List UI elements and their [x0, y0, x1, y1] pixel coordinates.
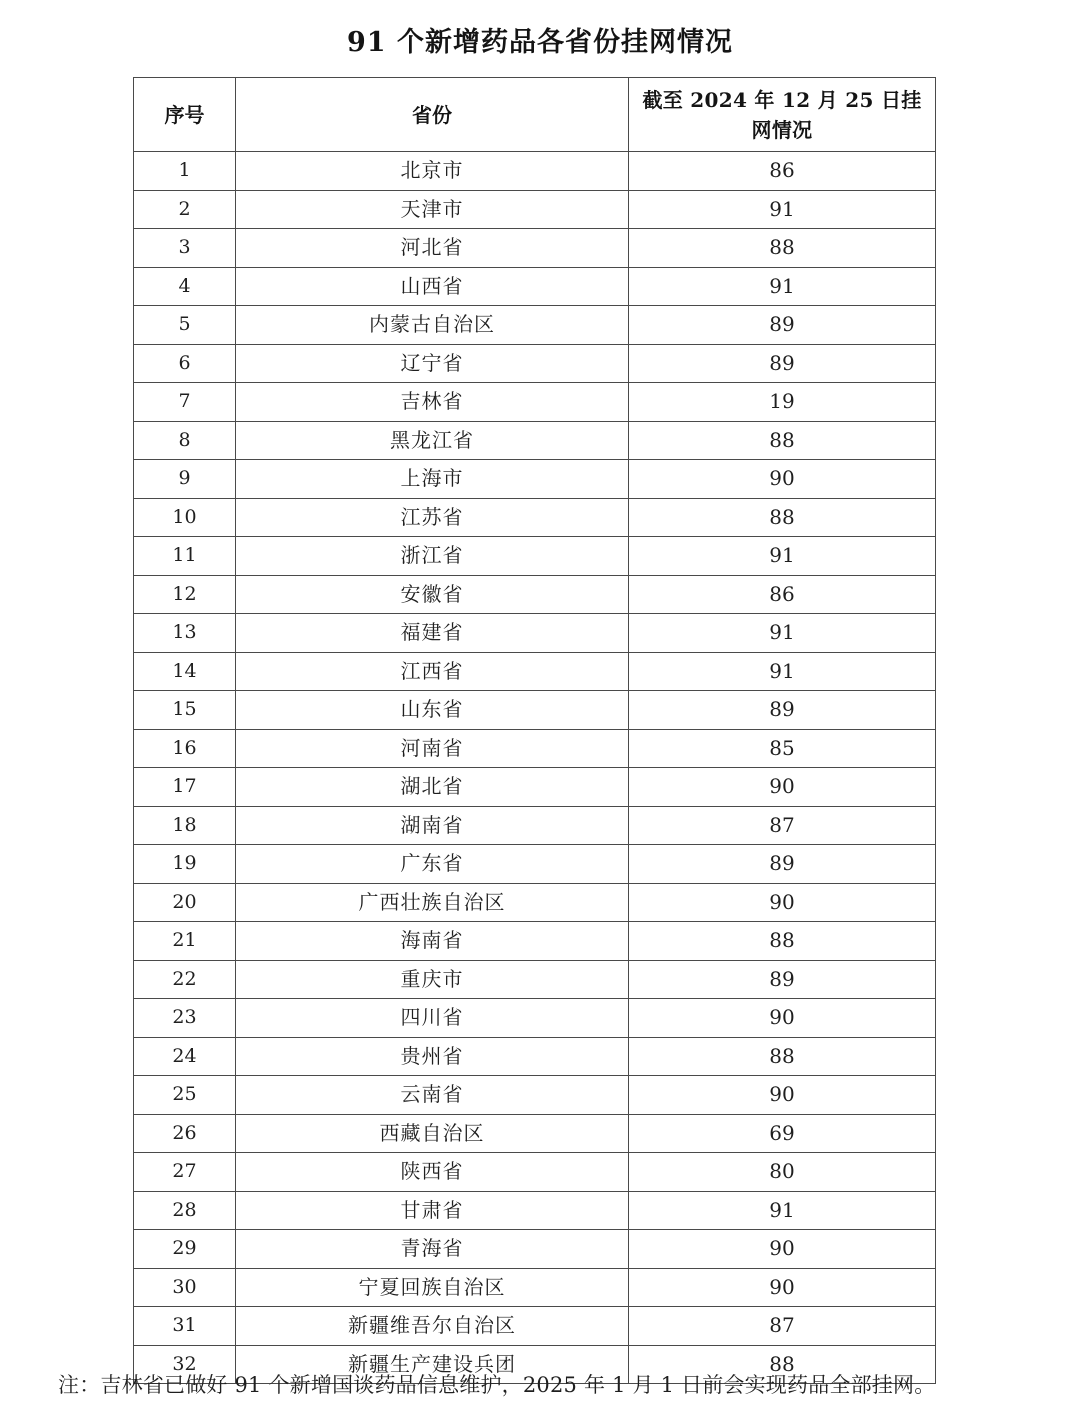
- cell-province: 新疆生产建设兵团: [236, 1345, 629, 1384]
- cell-status: 90: [629, 999, 936, 1038]
- cell-status: 90: [629, 1268, 936, 1307]
- cell-status: 89: [629, 344, 936, 383]
- cell-status: 90: [629, 768, 936, 807]
- cell-province: 重庆市: [236, 960, 629, 999]
- cell-status: 91: [629, 537, 936, 576]
- cell-index: 13: [134, 614, 236, 653]
- cell-province: 广东省: [236, 845, 629, 884]
- cell-index: 18: [134, 806, 236, 845]
- cell-province: 山东省: [236, 691, 629, 730]
- table-row: [134, 421, 936, 460]
- cell-status: 88: [629, 421, 936, 460]
- cell-index: 4: [134, 267, 236, 306]
- cell-province: 黑龙江省: [236, 421, 629, 460]
- cell-status: 89: [629, 306, 936, 345]
- cell-status: 91: [629, 1191, 936, 1230]
- cell-status: 87: [629, 1307, 936, 1346]
- cell-province: 海南省: [236, 922, 629, 961]
- cell-province: 新疆维吾尔自治区: [236, 1307, 629, 1346]
- cell-province: 广西壮族自治区: [236, 883, 629, 922]
- cell-index: 28: [134, 1191, 236, 1230]
- table-row: [134, 768, 936, 807]
- cell-province: 贵州省: [236, 1037, 629, 1076]
- cell-province: 四川省: [236, 999, 629, 1038]
- cell-province: 河南省: [236, 729, 629, 768]
- table-row: [134, 498, 936, 537]
- cell-index: 5: [134, 306, 236, 345]
- table-row: [134, 229, 936, 268]
- cell-index: 20: [134, 883, 236, 922]
- table-row: [134, 883, 936, 922]
- footnote: 注：吉林省已做好 91 个新增国谈药品信息维护，2025 年 1 月 1 日前会实现药品全部挂网。: [58, 1373, 936, 1397]
- cell-status: 85: [629, 729, 936, 768]
- cell-status: 88: [629, 1345, 936, 1384]
- table-row: [134, 691, 936, 730]
- cell-index: 6: [134, 344, 236, 383]
- table-row: [134, 460, 936, 499]
- cell-index: 3: [134, 229, 236, 268]
- table-row: [134, 614, 936, 653]
- table-row: [134, 845, 936, 884]
- cell-index: 16: [134, 729, 236, 768]
- table-row: [134, 1268, 936, 1307]
- cell-index: 11: [134, 537, 236, 576]
- cell-province: 江西省: [236, 652, 629, 691]
- cell-index: 32: [134, 1345, 236, 1384]
- table-row: [134, 344, 936, 383]
- cell-province: 福建省: [236, 614, 629, 653]
- cell-province: 浙江省: [236, 537, 629, 576]
- cell-province: 青海省: [236, 1230, 629, 1269]
- cell-status: 80: [629, 1153, 936, 1192]
- cell-province: 西藏自治区: [236, 1114, 629, 1153]
- cell-province: 湖南省: [236, 806, 629, 845]
- cell-province: 天津市: [236, 190, 629, 229]
- cell-province: 甘肃省: [236, 1191, 629, 1230]
- cell-province: 辽宁省: [236, 344, 629, 383]
- cell-status: 86: [629, 152, 936, 191]
- cell-province: 上海市: [236, 460, 629, 499]
- cell-index: 29: [134, 1230, 236, 1269]
- cell-province: 山西省: [236, 267, 629, 306]
- cell-province: 云南省: [236, 1076, 629, 1115]
- cell-status: 90: [629, 1230, 936, 1269]
- table-row: [134, 729, 936, 768]
- cell-province: 吉林省: [236, 383, 629, 422]
- cell-status: 88: [629, 229, 936, 268]
- cell-status: 91: [629, 652, 936, 691]
- cell-index: 12: [134, 575, 236, 614]
- cell-index: 1: [134, 152, 236, 191]
- cell-status: 91: [629, 267, 936, 306]
- cell-status: 88: [629, 922, 936, 961]
- column-header-province: 省份: [236, 78, 629, 152]
- cell-index: 24: [134, 1037, 236, 1076]
- cell-province: 宁夏回族自治区: [236, 1268, 629, 1307]
- cell-index: 27: [134, 1153, 236, 1192]
- cell-index: 30: [134, 1268, 236, 1307]
- cell-status: 88: [629, 498, 936, 537]
- table-header-row: [134, 78, 936, 152]
- cell-index: 23: [134, 999, 236, 1038]
- table-row: [134, 152, 936, 191]
- cell-province: 陕西省: [236, 1153, 629, 1192]
- table-row: [134, 190, 936, 229]
- table-row: [134, 806, 936, 845]
- table-row: [134, 1230, 936, 1269]
- cell-province: 江苏省: [236, 498, 629, 537]
- table-row: [134, 652, 936, 691]
- province-listing-table: [133, 77, 936, 1384]
- cell-index: 7: [134, 383, 236, 422]
- cell-province: 湖北省: [236, 768, 629, 807]
- column-header-status: 截至 2024 年 12 月 25 日挂网情况: [629, 78, 936, 152]
- cell-index: 25: [134, 1076, 236, 1115]
- cell-index: 19: [134, 845, 236, 884]
- cell-province: 北京市: [236, 152, 629, 191]
- table-header: [134, 78, 936, 152]
- cell-status: 91: [629, 614, 936, 653]
- cell-status: 89: [629, 845, 936, 884]
- cell-index: 22: [134, 960, 236, 999]
- table-row: [134, 922, 936, 961]
- cell-status: 88: [629, 1037, 936, 1076]
- table-row: [134, 1191, 936, 1230]
- cell-province: 安徽省: [236, 575, 629, 614]
- cell-index: 17: [134, 768, 236, 807]
- table-row: [134, 999, 936, 1038]
- cell-index: 21: [134, 922, 236, 961]
- cell-province: 河北省: [236, 229, 629, 268]
- cell-index: 9: [134, 460, 236, 499]
- table-container: [133, 77, 935, 1384]
- table-row: [134, 537, 936, 576]
- table-row: [134, 1114, 936, 1153]
- cell-status: 90: [629, 883, 936, 922]
- cell-status: 90: [629, 1076, 936, 1115]
- table-row: [134, 1307, 936, 1346]
- cell-status: 19: [629, 383, 936, 422]
- table-row: [134, 960, 936, 999]
- cell-status: 91: [629, 190, 936, 229]
- page-title: 91 个新增药品各省份挂网情况: [347, 27, 733, 58]
- table-body: [134, 152, 936, 1384]
- table-row: [134, 575, 936, 614]
- cell-status: 90: [629, 460, 936, 499]
- cell-index: 8: [134, 421, 236, 460]
- table-row: [134, 306, 936, 345]
- cell-status: 89: [629, 691, 936, 730]
- cell-status: 87: [629, 806, 936, 845]
- cell-index: 10: [134, 498, 236, 537]
- cell-index: 26: [134, 1114, 236, 1153]
- cell-status: 89: [629, 960, 936, 999]
- table-row: [134, 267, 936, 306]
- cell-province: 内蒙古自治区: [236, 306, 629, 345]
- cell-index: 15: [134, 691, 236, 730]
- cell-index: 31: [134, 1307, 236, 1346]
- table-row: [134, 1076, 936, 1115]
- cell-status: 69: [629, 1114, 936, 1153]
- table-row: [134, 1037, 936, 1076]
- table-row: [134, 383, 936, 422]
- cell-status: 86: [629, 575, 936, 614]
- cell-index: 14: [134, 652, 236, 691]
- table-row: [134, 1153, 936, 1192]
- cell-index: 2: [134, 190, 236, 229]
- column-header-index: 序号: [134, 78, 236, 152]
